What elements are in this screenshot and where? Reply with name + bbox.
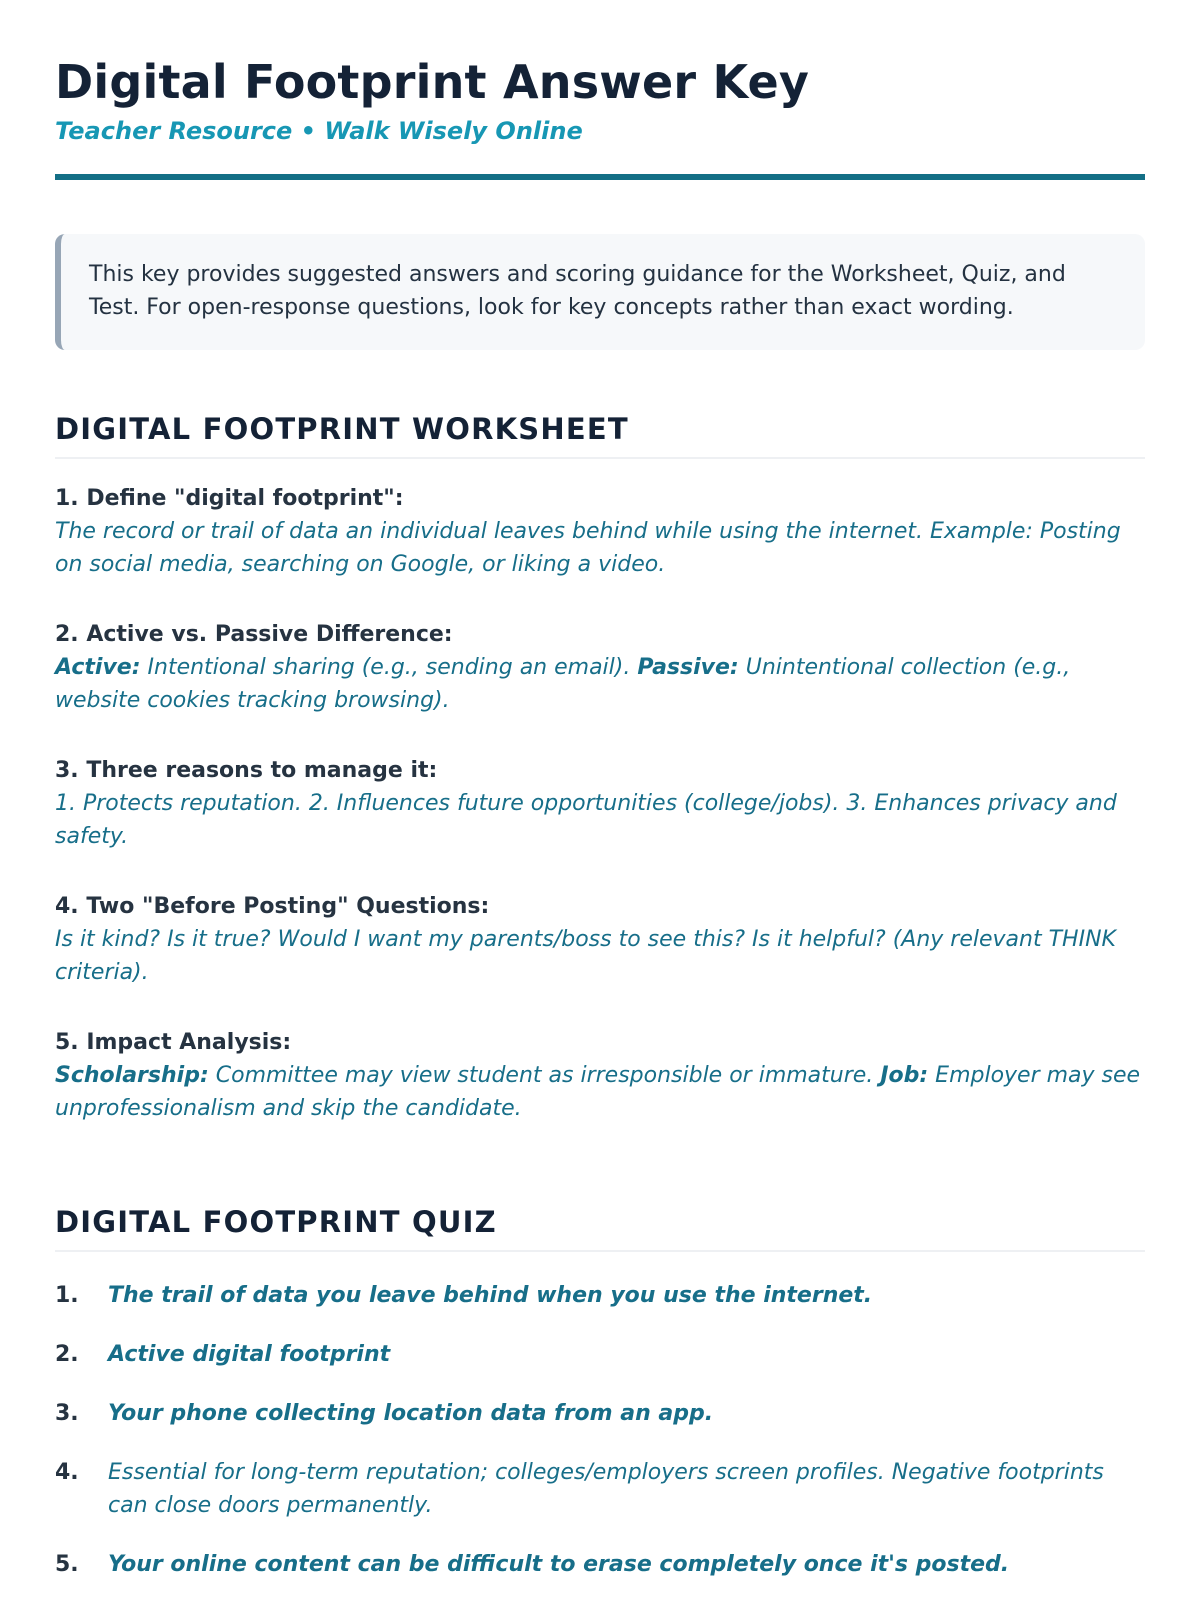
page-subtitle: Teacher Resource • Walk Wisely Online [55, 117, 583, 145]
quiz-number: 3. [55, 1401, 79, 1426]
worksheet-item [55, 754, 1145, 853]
worksheet-question: 1. Define "digital footprint": [55, 486, 404, 511]
answer-text-passive: Unintentional collection (e.g., website cookies tracking browsing). [55, 655, 1071, 713]
answer-text-job: Employer may see unprofessionalism and skip the candidate. [55, 1063, 1141, 1121]
quiz-item [55, 1397, 1145, 1430]
worksheet-question: 3. Three reasons to manage it: [55, 758, 438, 783]
worksheet-question: 2. Active vs. Passive Difference: [55, 622, 453, 647]
worksheet-item [55, 1026, 1145, 1125]
quiz-item [55, 1456, 1145, 1522]
worksheet-item [55, 618, 1145, 717]
quiz-item [55, 1548, 1145, 1581]
worksheet-heading: DIGITAL FOOTPRINT WORKSHEET [55, 409, 1145, 459]
quiz-answer: Your phone collecting location data from an app. [108, 1401, 714, 1426]
page-title: Digital Footprint Answer Key [55, 55, 810, 109]
title-divider [55, 174, 1145, 180]
answer-term-active: Active: [55, 655, 141, 680]
answer-term-passive: Passive: [637, 655, 739, 680]
quiz-list [55, 1279, 1145, 1581]
answer-term-job: Job: [880, 1063, 929, 1088]
quiz-number: 4. [55, 1460, 79, 1485]
quiz-number: 2. [55, 1342, 79, 1367]
quiz-answer: The trail of data you leave behind when you use the internet. [108, 1283, 873, 1308]
answer-term-scholarship: Scholarship: [55, 1063, 209, 1088]
worksheet-answer [55, 1059, 1145, 1125]
quiz-number: 5. [55, 1552, 79, 1577]
quiz-answer: Active digital footprint [108, 1342, 391, 1367]
quiz-answer: Essential for long-term reputation; colleges/employers screen profiles. Negative footprints can close doors permanently. [108, 1460, 1104, 1518]
worksheet-list [55, 482, 1145, 1125]
intro-callout: This key provides suggested answers and scoring guidance for the Worksheet, Quiz, and Test. For open-response questions, look for key concepts rather than exact wording. [55, 234, 1145, 350]
quiz-item [55, 1338, 1145, 1371]
quiz-item [55, 1279, 1145, 1312]
quiz-heading: DIGITAL FOOTPRINT QUIZ [55, 1202, 1145, 1252]
worksheet-item [55, 482, 1145, 581]
worksheet-answer: 1. Protects reputation. 2. Influences future opportunities (college/jobs). 3. Enhances privacy and safety. [55, 791, 1117, 849]
worksheet-question: 5. Impact Analysis: [55, 1030, 292, 1055]
worksheet-answer [55, 651, 1145, 717]
answer-text-scholarship: Committee may view student as irresponsible or immature. [208, 1063, 881, 1088]
worksheet-answer: The record or trail of data an individual leaves behind while using the internet. Example: Posting on social media, searching on Google, or liking a video. [55, 519, 1121, 577]
quiz-answer: Your online content can be difficult to erase completely once it's posted. [108, 1552, 1010, 1577]
quiz-number: 1. [55, 1283, 79, 1308]
worksheet-answer: Is it kind? Is it true? Would I want my parents/boss to see this? Is it helpful? (Any relevant THINK criteria). [55, 927, 1116, 985]
worksheet-question: 4. Two "Before Posting" Questions: [55, 894, 490, 919]
worksheet-item [55, 890, 1145, 989]
answer-text-active: Intentional sharing (e.g., sending an email). [140, 655, 638, 680]
